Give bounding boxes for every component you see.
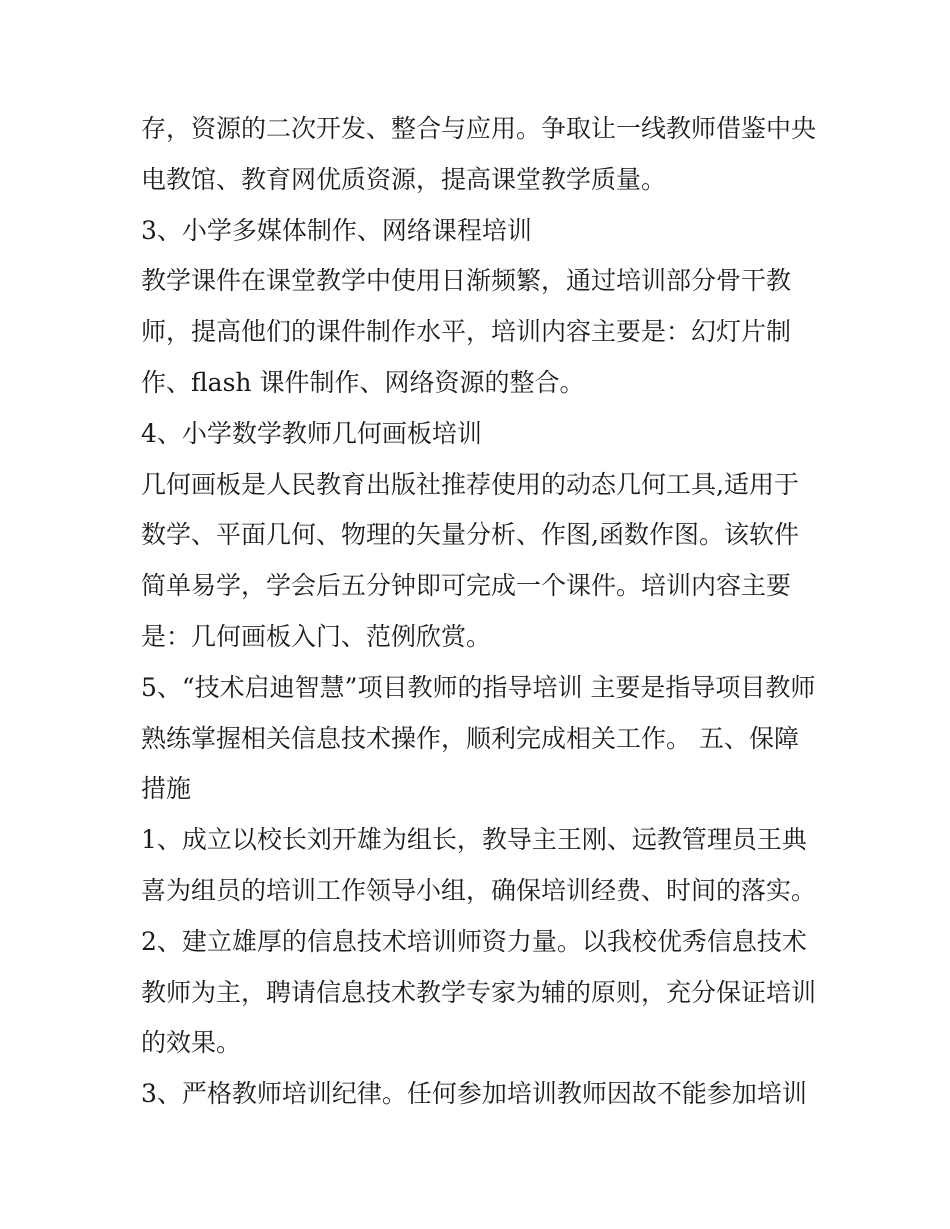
document-body [141, 104, 821, 1120]
body-text-line: 几何画板是人民教育出版社推荐使用的动态几何工具,适用于 [141, 469, 799, 499]
body-text-line: 数学、平面几何、物理的矢量分析、作图,函数作图。该软件 [141, 520, 799, 550]
body-text-line: 措施 [141, 774, 192, 804]
section-heading: 5、“技术启迪智慧”项目教师的指导培训 主要是指导项目教师 [141, 672, 816, 702]
body-text-line: 教学课件在课堂教学中使用日渐频繁，通过培训部分骨干教 [141, 266, 792, 296]
section-heading: 4、小学数学教师几何画板培训 [141, 418, 482, 448]
section-heading: 3、小学多媒体制作、网络课程培训 [141, 215, 532, 245]
body-text-line: 是：几何画板入门、范例欣赏。 [141, 621, 492, 651]
body-text-line: 存，资源的二次开发、整合与应用。争取让一线教师借鉴中央 [141, 114, 817, 143]
list-item-line: 1、成立以校长刘开雄为组长，教导主王刚、远教管理员王典 [141, 825, 807, 855]
list-item-line: 喜为组员的培训工作领导小组，确保培训经费、时间的落实。 [141, 875, 817, 905]
list-item-line: 的效果。 [141, 1028, 242, 1058]
body-text-line: 熟练掌握相关信息技术操作，顺利完成相关工作。 五、保障 [141, 723, 799, 753]
list-item-line: 2、建立雄厚的信息技术培训师资力量。以我校优秀信息技术 [141, 926, 807, 956]
list-item-line: 3、严格教师培训纪律。任何参加培训教师因故不能参加培训 [141, 1079, 807, 1109]
body-text-line: 师，提高他们的课件制作水平，培训内容主要是：幻灯片制 [141, 317, 792, 347]
body-text-line: 简单易学，学会后五分钟即可完成一个课件。培训内容主要 [141, 571, 792, 601]
list-item-line: 教师为主，聘请信息技术教学专家为辅的原则，充分保证培训 [141, 977, 817, 1007]
body-text-line: 作、flash 课件制作、网络资源的整合。 [141, 367, 585, 397]
body-text-line: 电教馆、教育网优质资源，提高课堂教学质量。 [141, 164, 667, 194]
